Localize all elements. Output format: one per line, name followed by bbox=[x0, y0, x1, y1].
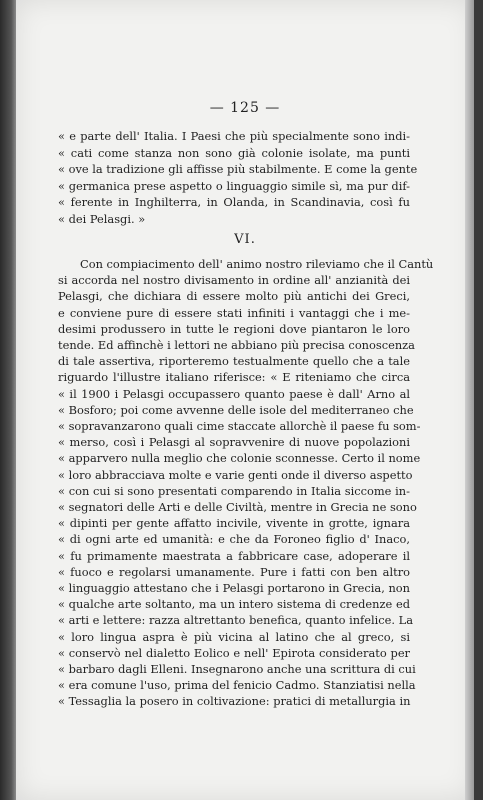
body-line: e conviene pure di essere stati infiniti i vantaggi che i me- bbox=[58, 305, 410, 320]
body-line: « sopravanzarono quali cime staccate allorchè il paese fu som- bbox=[58, 419, 421, 433]
quote-line: « cati come stanza non sono già colonie isolate, ma punti bbox=[58, 145, 410, 160]
quote-line: « germanica prese aspetto o linguaggio simile sì, ma pur dif- bbox=[58, 178, 410, 193]
body-line: « era comune l'uso, prima del fenicio Cadmo. Stanziatisi nella bbox=[58, 678, 416, 693]
quote-line: « e parte dell' Italia. I Paesi che più specialmente sono indi- bbox=[58, 129, 410, 143]
body-line: « segnatori delle Arti e delle Civiltà, mentre in Grecia ne sono bbox=[58, 500, 417, 514]
body-line: di tale assertiva, riporteremo testualmente quello che a tale bbox=[58, 354, 410, 369]
body-line: « linguaggio attestano che i Pelasgi portarono in Grecia, non bbox=[58, 581, 410, 595]
body-line: « barbaro dagli Elleni. Insegnarono anche una scrittura di cui bbox=[58, 662, 416, 676]
body-line: Pelasgi, che dichiara di essere molto più antichi dei Greci, bbox=[58, 289, 410, 304]
body-line: « dipinti per gente affatto incivile, vivente in grotte, ignara bbox=[58, 516, 410, 531]
page-binding-shadow bbox=[0, 0, 16, 800]
page-edge bbox=[465, 0, 474, 800]
body-line: « conservò nel dialetto Eolico e nell' Epirota considerato per bbox=[58, 645, 410, 660]
quote-line: « ove la tradizione gli affisse più stabilmente. E come la gente bbox=[58, 162, 418, 176]
body-line: tende. Ed affinchè i lettori ne abbiano più precisa conoscenza bbox=[58, 338, 415, 352]
page-number: — 125 — bbox=[209, 100, 281, 116]
quote-line: « dei Pelasgi. » bbox=[58, 211, 146, 226]
body-line: « fu primamente maestrata a fabbricare case, adoperare il bbox=[58, 548, 410, 563]
body-line: « fuoco e regolarsi umanamente. Pure i fatti con ben altro bbox=[58, 564, 410, 579]
body-line: Con compiacimento dell' animo nostro rileviamo che il Cantù bbox=[80, 257, 434, 271]
body-line: « loro abbracciava molte e varie genti onde il diverso aspetto bbox=[58, 467, 413, 482]
body-line: « qualche arte soltanto, ma un intero sistema di credenze ed bbox=[58, 597, 410, 612]
body-line: « merso, così i Pelasgi al sopravvenire di nuove popolazioni bbox=[58, 435, 410, 450]
body-line: « di ogni arte ed umanità: e che da Foroneo figlio d' Inaco, bbox=[58, 532, 410, 547]
body-line: « Tessaglia la posero in coltivazione: pratici di metallurgia in bbox=[58, 694, 411, 709]
body-line: desimi produssero in tutte le regioni dove piantaron le loro bbox=[58, 321, 410, 336]
body-line: « arti e lettere: razza altrettanto benefica, quanto infelice. La bbox=[58, 613, 414, 628]
body-line: si accorda nel nostro divisamento in ordine all' anzianità dei bbox=[58, 273, 410, 288]
body-line: « con cui si sono presentati comparendo in Italia siccome in- bbox=[58, 483, 410, 498]
book-page bbox=[16, 0, 474, 800]
body-line: riguardo l'illustre italiano riferisce: « E riteniamo che circa bbox=[58, 370, 410, 385]
body-line: « loro lingua aspra è più vicina al latino che al greco, si bbox=[58, 629, 410, 644]
body-line: « apparvero nulla meglio che colonie sconnesse. Certo il nome bbox=[58, 451, 421, 466]
body-line: « il 1900 i Pelasgi occupassero quanto paese è dall' Arno al bbox=[58, 386, 410, 401]
body-line: « Bosforo; poi come avvenne delle isole del mediterraneo che bbox=[58, 402, 414, 417]
section-title: VI. bbox=[234, 232, 256, 247]
quote-line: « ferente in Inghilterra, in Olanda, in Scandinavia, così fu bbox=[58, 195, 410, 209]
